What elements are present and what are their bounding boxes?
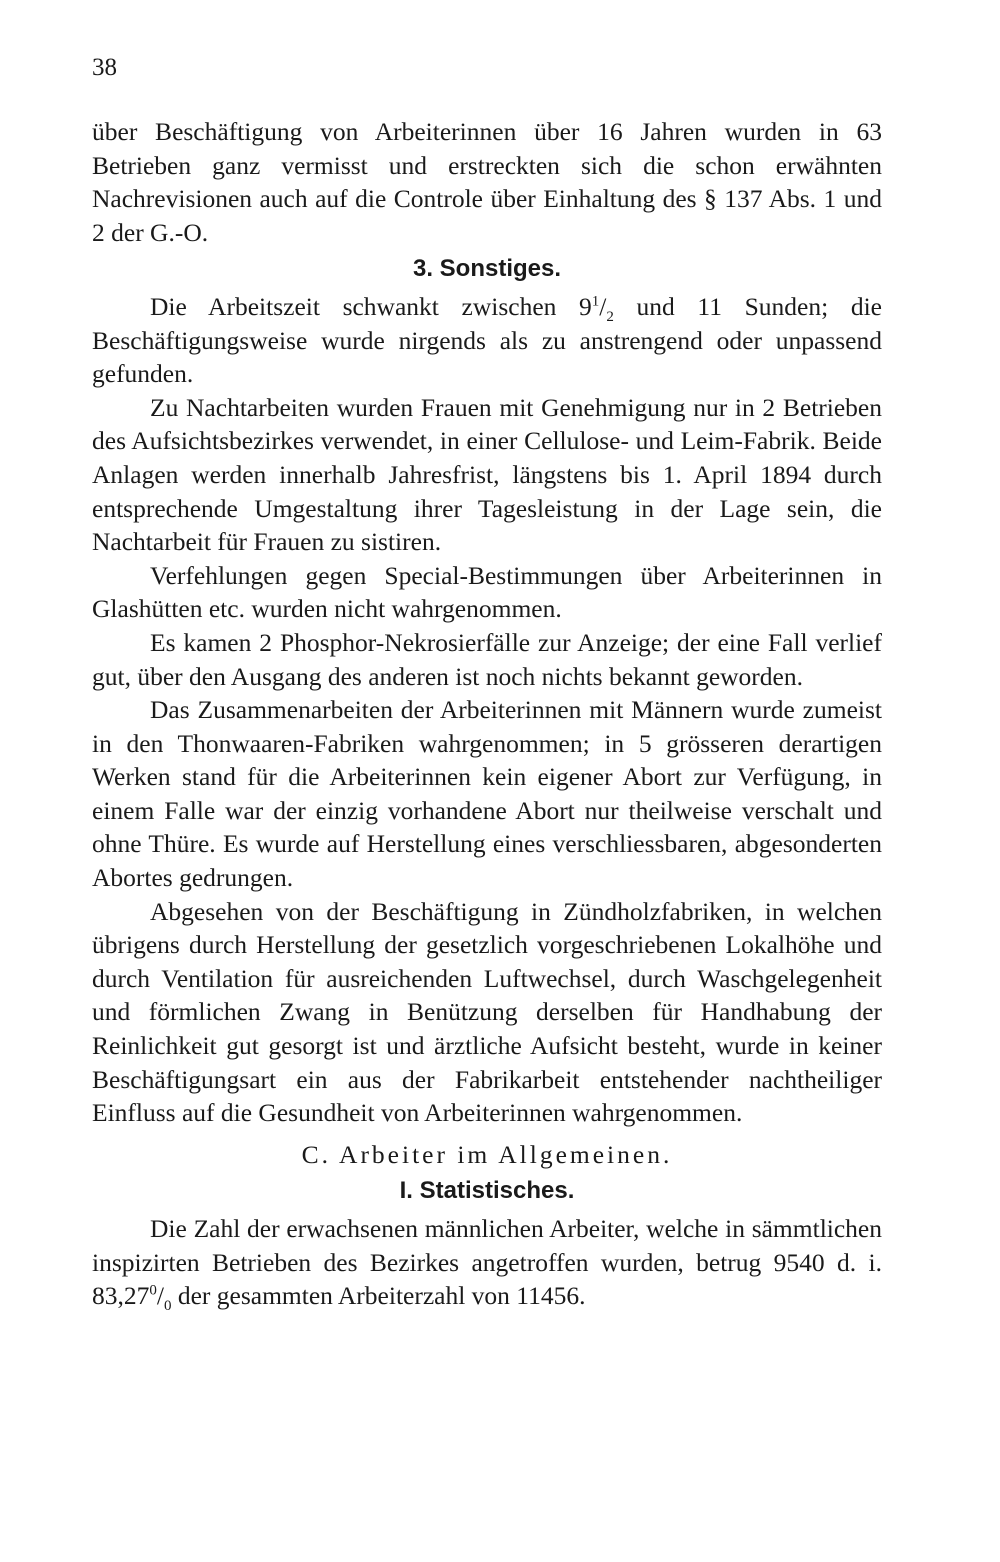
fraction-numerator: 1 bbox=[591, 293, 600, 310]
page-number: 38 bbox=[92, 54, 117, 81]
paragraph-arbeitszeit bbox=[92, 290, 882, 391]
paragraph-verfehlungen: Verfehlungen gegen Special-Bestimmungen über Arbeiterinnen in Glashütten etc. wurden nicht wahrgenommen. bbox=[92, 560, 882, 624]
paragraph-zusammenarbeiten: Das Zusammenarbeiten der Arbeiterinnen mit Männern wurde zumeist in den Thonwaaren-Fabriken wahrgenommen; in 5 grösseren derartigen Werken stand für die Arbeiterinnen kein eigener Abort zur Verfügung, in einem Falle war der einzig vorhandene Abort nur theilweise verschalt und ohne Thüre. Es wurde auf Herstellung eines verschliessbaren, abgesonderten Abortes gedrungen. bbox=[92, 695, 882, 893]
text-span: der gesammten Arbeiterzahl von 11456. bbox=[171, 1281, 586, 1311]
fraction-slash: / bbox=[599, 291, 607, 321]
paragraph-continuation: über Beschäftigung von Arbeiterinnen über 16 Jahren wurden in 63 Betrieben ganz vermisst und erstreckten sich die schon erwähnten Nachrevisionen auch auf die Controle über Einhaltung des § 137 Abs. 1 und 2 der G.-O. bbox=[92, 117, 882, 247]
fraction-denominator: 2 bbox=[606, 309, 614, 326]
text-span: und 11 Sunden; die Beschäftigungsweise wurde nirgends als zu anstrengend oder unpassend gefunden. bbox=[92, 291, 882, 389]
paragraph-zuendholzfabriken: Abgesehen von der Beschäftigung in Zündholzfabriken, in welchen übrigens durch Herstellung der gesetzlich vorgeschriebenen Lokalhöhe und durch Ventilation für ausreichenden Luftwechsel, durch Waschgelegenheit und förmlichen Zwang in Benützung derselben für Handhabung der Reinlichkeit gut gesorgt ist und ärztliche Aufsicht besteht, wurde in keiner Beschäftigungsart ein aus der Fabrikarbeit entstehender nachtheiliger Einfluss auf die Gesundheit von Arbeiterinnen wahrgenommen. bbox=[92, 896, 882, 1128]
heading-statistisches: I. Statistisches. bbox=[399, 1177, 575, 1205]
heading-sonstiges: 3. Sonstiges. bbox=[412, 255, 562, 283]
text-span: Die Arbeitszeit schwankt zwischen 9 bbox=[150, 291, 592, 321]
percent-slash: / bbox=[156, 1281, 164, 1311]
text-span: Die Zahl der erwachsenen männlichen Arbeiter, welche in sämmtlichen inspizirten Betrieben des Bezirkes angetroffen wurden, betrug 9540 d. i. 83,27 bbox=[92, 1214, 882, 1311]
paragraph-nekrosierfaelle: Es kamen 2 Phosphor-Nekrosierfälle zur Anzeige; der eine Fall verlief gut, über den Ausgang des anderen ist noch nichts bekannt geworden. bbox=[92, 627, 882, 691]
paragraph-nachtarbeiten: Zu Nachtarbeiten wurden Frauen mit Genehmigung nur in 2 Betrieben des Aufsichtsbezirkes verwendet, in einer Cellulose- und Leim-Fabrik. Beide Anlagen werden innerhalb Jahresfrist, längstens bis 1. April 1894 durch entsprechende Umgestaltung ihrer Tagesleistung in der Lage sein, die Nachtarbeit für Frauen zu sistiren. bbox=[92, 392, 882, 557]
section-heading-c: C. Arbeiter im Allgemeinen. bbox=[301, 1139, 673, 1169]
page-body bbox=[92, 115, 882, 1313]
paragraph-statistik bbox=[92, 1212, 882, 1313]
percent-sub: 0 bbox=[163, 1298, 172, 1315]
percent-sup: 0 bbox=[149, 1282, 157, 1299]
